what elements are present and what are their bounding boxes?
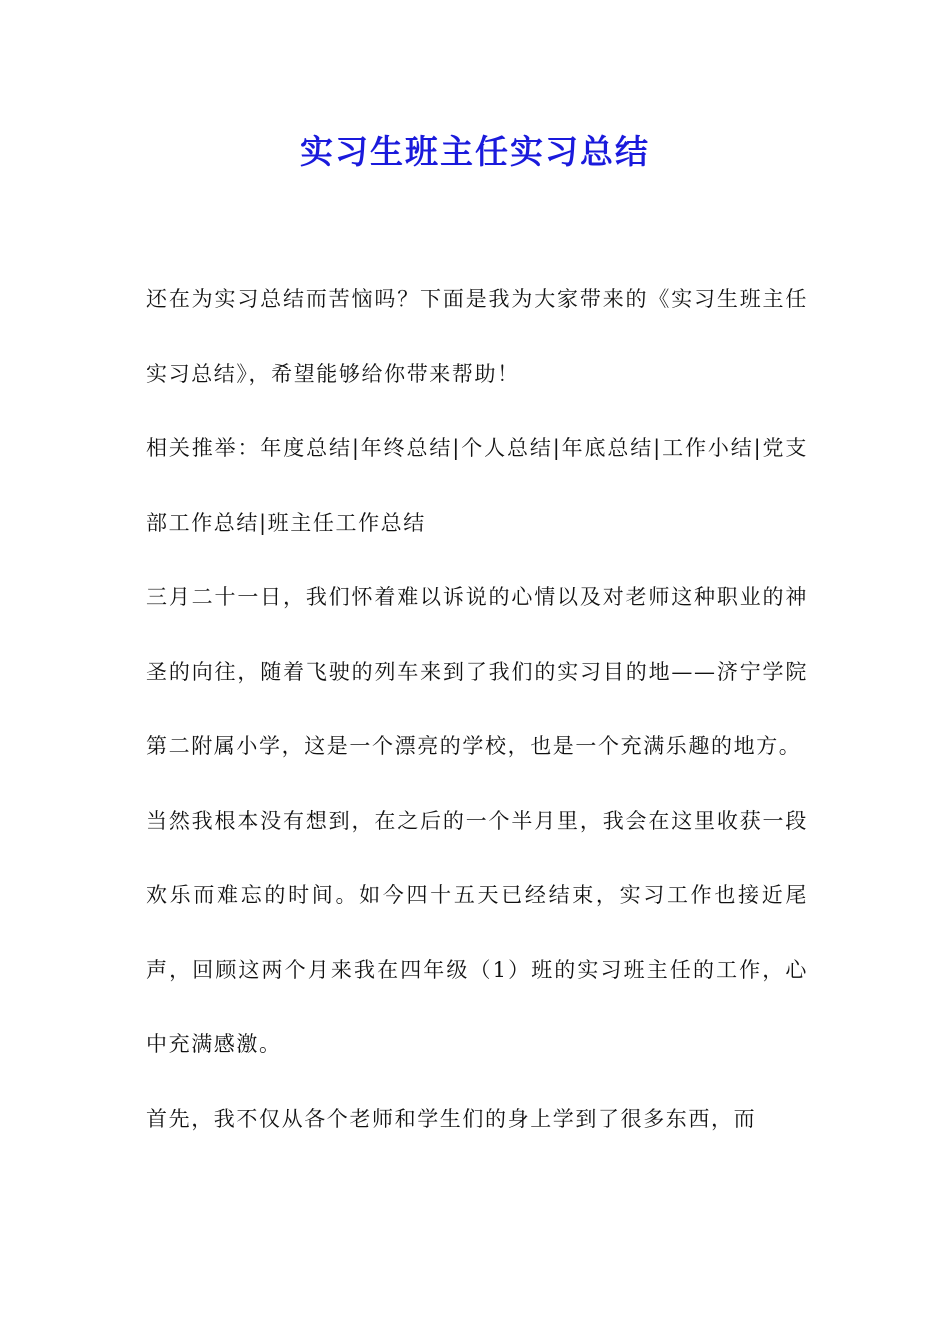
document-body bbox=[146, 262, 808, 1156]
paragraph-arrival: 三月二十一日，我们怀着难以诉说的心情以及对老师这种职业的神圣的向往，随着飞驶的列车来到了我们的实习目的地——济宁学院第二附属小学，这是一个漂亮的学校，也是一个充满乐趣的地方。 bbox=[146, 585, 808, 758]
paragraph-related-recommendations: 相关推举：年度总结|年终总结|个人总结|年底总结|工作小结|党支部工作总结|班主任工作总结 bbox=[146, 436, 808, 535]
paragraph-reflection: 当然我根本没有想到，在之后的一个半月里，我会在这里收获一段欢乐而难忘的时间。如今四十五天已经结束，实习工作也接近尾声，回顾这两个月来我在四年级（1）班的实习班主任的工作，心中充满感激。 bbox=[146, 808, 808, 1056]
paragraph-first-point: 首先，我不仅从各个老师和学生们的身上学到了很多东西，而 bbox=[146, 1106, 757, 1131]
document-title: 实习生班主任实习总结 bbox=[300, 132, 650, 171]
paragraph-intro: 还在为实习总结而苦恼吗？下面是我为大家带来的《实习生班主任实习总结》，希望能够给你带来帮助！ bbox=[146, 287, 808, 386]
